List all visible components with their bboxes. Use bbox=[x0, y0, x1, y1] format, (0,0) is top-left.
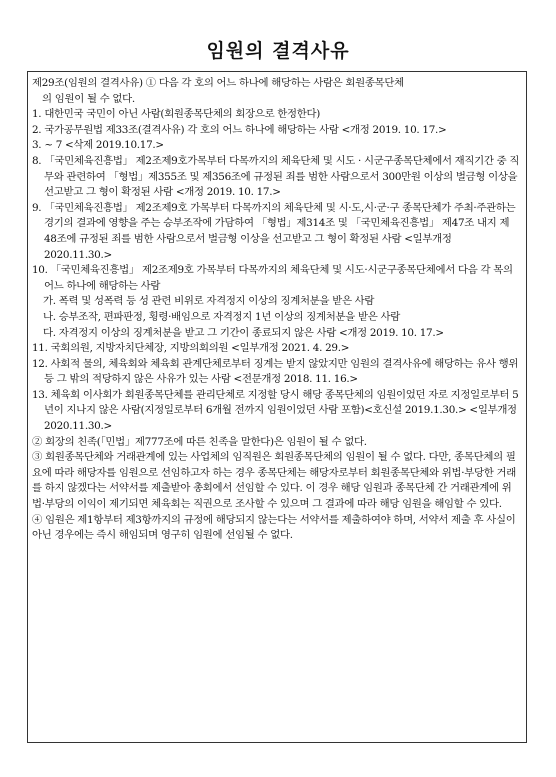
list-item: 11. 국회의원, 지방자치단체장, 지방의회의원 <일부개정 2021. 4. 29.> bbox=[32, 342, 350, 355]
list-item: 9. 「국민체육진흥법」 제2조제9호 가목부터 다목까지의 체육단체 및 시·도,시·군·구 종목단체가 주최·주관하는 경기의 결과에 영향을 주는 승부조작에 가담하여 「형법」제314조 및 「국민체육진흥법」 제47조 내지 제48조에 규정된 죄를 범한 사람으로서 벌금형 이상을 선고받고 그 형이 확정된 사람 <일부개정 2020.11.30.> bbox=[32, 201, 516, 261]
paragraph: ② 회장의 친족(「민법」제777조에 따른 친족을 말한다)은 임원이 될 수 없다. bbox=[32, 435, 367, 448]
article-box bbox=[27, 71, 527, 743]
list-item: 3. ~ 7 <삭제 2019.10.17.> bbox=[32, 139, 164, 152]
list-item: 2. 국가공무원법 제33조(결격사유) 각 호의 어느 하나에 해당하는 사람 <개정 2019. 10. 17.> bbox=[32, 123, 447, 136]
paragraph: ③ 회원종목단체와 거래관계에 있는 사업체의 임직원은 회원종목단체의 임원이 될 수 없다. 다만, 종목단체의 필요에 따라 해당자를 임원으로 선임하고자 하는 경우 종목단체는 해당자로부터 회원종목단체와 위법·부당한 거래를 하지 않겠다는 서약서를 제출받아 총회에서 선임할 수 있다. 이 경우 해당 임원과 종목단체 간 거래관계에 위법·부당의 이익이 제기되면 체육회는 직권으로 조사할 수 있으며 그 결과에 따라 해당 임원을 해임할 수 있다. bbox=[32, 451, 516, 511]
paragraph: ④ 임원은 제1항부터 제3항까지의 규정에 해당되지 않는다는 서약서를 제출하여야 하며, 서약서 제출 후 사실이 아닌 경우에는 즉시 해임되며 영구히 임원에 선임될 수 없다. bbox=[32, 513, 516, 542]
article-intro-line-2: 의 임원이 될 수 없다. bbox=[42, 92, 135, 105]
list-item: 10. 「국민체육진흥법」 제2조제9호 가목부터 다목까지의 체육단체 및 시도·시군구종목단체에서 다음 각 목의 어느 하나에 해당하는 사람 bbox=[32, 264, 513, 292]
article-intro-line-1: 제29조(임원의 결격사유) ① 다음 각 호의 어느 하나에 해당하는 사람은 회원종목단체 bbox=[32, 77, 404, 89]
article-intro bbox=[32, 76, 520, 107]
list-item: 1. 대한민국 국민이 아닌 사람(회원종목단체의 회장으로 한정한다) bbox=[32, 108, 321, 121]
list-item: 13. 체육회 이사회가 회원종목단체를 관리단체로 지정할 당시 해당 종목단체의 임원이었던 자로 지정일로부터 5년이 지나지 않은 사람(지정일로부터 6개월 전까지 임원이었던 사람 포함)<호신설 2019.1.30.> <일부개정 2020.11.30.> bbox=[32, 388, 519, 433]
sub-list-item: 가. 폭력 및 성폭력 등 성 관련 비위로 자격정지 이상의 징계처분을 받은 사람 bbox=[43, 295, 375, 308]
page-title: 임원의 결격사유 bbox=[206, 40, 350, 62]
sub-list-item: 다. 자격정지 이상의 징계처분을 받고 그 기간이 종료되지 않은 사람 <개정 2019. 10. 17.> bbox=[43, 326, 444, 339]
list-item: 12. 사회적 물의, 체육회와 체육회 관계단체로부터 징계는 받지 않았지만 임원의 결격사유에 해당하는 유사 행위 등 그 밖의 적당하지 않은 사유가 있는 사람 <전문개정 2018. 11. 16.> bbox=[32, 357, 519, 386]
sub-list-item: 나. 승부조작, 편파판정, 횡령·배임으로 자격정지 1년 이상의 징계처분을 받은 사람 bbox=[43, 310, 400, 323]
list-item: 8. 「국민체육진흥법」 제2조제9호가목부터 다목까지의 체육단체 및 시도 · 시군구종목단체에서 재직기간 중 직무와 관련하여 「형법」제355조 및 제356조에 규정된 죄를 범한 사람으로서 300만원 이상의 벌금형 이상을 선고받고 그 형이 확정된 사람 <개정 2019. 10. 17.> bbox=[32, 154, 520, 199]
